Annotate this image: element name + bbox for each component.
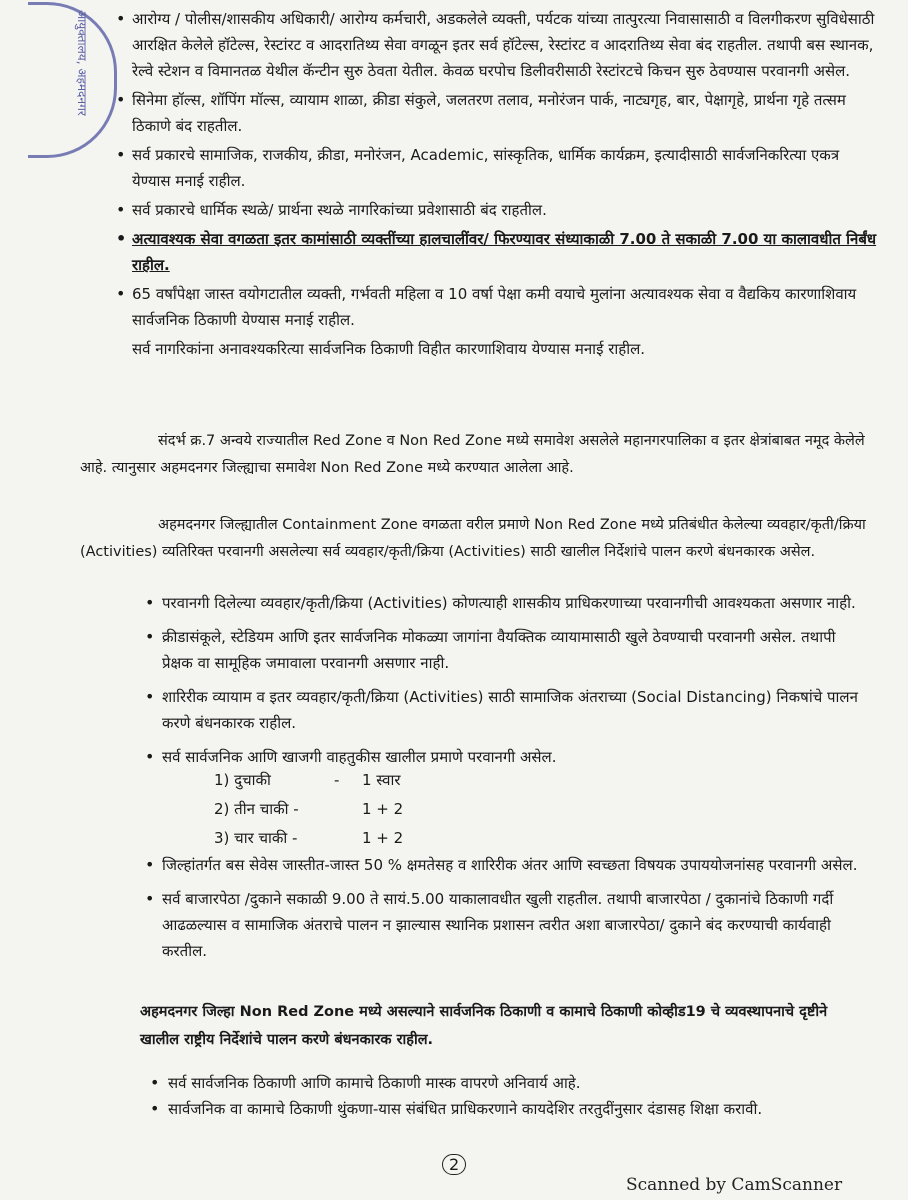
list-item: • शारिरीक व्यायाम व इतर व्यवहार/कृती/क्रिया (Activities) साठी सामाजिक अंतराच्या (Social Distancing) निकषांचे पालन करणे बंधनकारक राहील. [0,684,908,736]
vehicle-name: 3) चार चाकी - [214,829,298,847]
vehicle-capacity: 1 + 2 [362,800,404,818]
list-item: • 65 वर्षांपेक्षा जास्त वयोगटातील व्यक्ती, गर्भवती महिला व 10 वर्षा पेक्षा कमी वयाचे मुलांना अत्यावश्यक सेवा व वैद्यकिय कारणाशिवाय सार्वजनिक ठिकाणी येण्यास मनाई राहील. [0,281,908,333]
vehicle-dash [334,795,362,824]
list-item: • सार्वजनिक वा कामाचे ठिकाणी थुंकणा-यास संबंधित प्राधिकरणाने कायदेशिर तरतुदींनुसार दंडासह शिक्षा करावी. [0,1096,908,1122]
vehicle-row [214,795,403,824]
national-guidelines-list [0,1070,908,1122]
vehicle-row [214,824,403,853]
list-item: • परवानगी दिलेल्या व्यवहार/कृती/क्रिया (Activities) कोणत्याही शासकीय प्राधिकरणाच्या परवानगीची आवश्यकता असणार नाही. [0,590,908,616]
vehicle-row [214,766,403,795]
page-number: 2 [442,1154,466,1175]
paragraph-containment: अहमदनगर जिल्ह्यातील Containment Zone वगळता वरील प्रमाणे Non Red Zone मध्ये प्रतिबंधीत केलेल्या व्यवहार/कृती/क्रिया (Activities) व्यतिरिक्त परवानगी असलेल्या सर्व व्यवहार/कृती/क्रिया (Activities) साठी खालील निर्देशांचे पालन करणे बंधनकारक असेल. [80,517,866,560]
permissions-list [0,590,908,770]
vehicle-dash [334,824,362,853]
list-item: • क्रीडासंकूले, स्टेडियम आणि इतर सार्वजनिक मोकळ्या जागांना वैयक्तिक व्यायामासाठी खुले ठेवण्याची परवानगी असेल. तथापी प्रेक्षक वा सामूहिक जमावाला परवानगी असणार नाही. [0,624,908,676]
list-item-no-bullet: सर्व नागरिकांना अनावश्यकरित्या सार्वजनिक ठिकाणी विहीत कारणाशिवाय येण्यास मनाई राहील. [132,340,646,358]
list-item: • आरोग्य / पोलीस/शासकीय अधिकारी/ आरोग्य कर्मचारी, अडकलेले व्यक्ती, पर्यटक यांच्या तात्पुरत्या निवासासाठी व विलगीकरण सुविधेसाठी आरक्षित केलेले हॉटेल्स, रेस्टांरट व आदरातिथ्य सेवा वगळून इतर सर्व हॉटेल्स, रेस्टांरट व आदरातिथ्य सेवा बंद राहतील. तथापी बस स्थानक, रेल्वे स्टेशन व विमानतळ येथील कॅन्टीन सुरु ठेवता येतील. केवळ घरपोच डिलीवरीसाठी रेस्टांरटचे किचन सुरु ठेवण्यास परवानगी असेल. [0,6,908,84]
scanner-watermark: Scanned by CamScanner [626,1175,843,1195]
vehicle-dash: - [334,771,340,789]
vehicle-permission-table [214,766,403,853]
list-item: • जिल्हांतर्गत बस सेवेस जास्तीत-जास्त 50 % क्षमतेसह व शारिरीक अंतर आणि स्वच्छता विषयक उपाययोजनांसह परवानगी असेल. [0,852,908,878]
vehicle-capacity: 1 स्वार [362,771,401,789]
vehicle-capacity: 1 + 2 [362,829,404,847]
paragraph-red-zone: संदर्भ क्र.7 अन्वये राज्यातील Red Zone व Non Red Zone मध्ये समावेश असलेले महानगरपालिका व इतर क्षेत्रांबाबत नमूद केलेले आहे. त्यानुसार अहमदनगर जिल्ह्याचा समावेश Non Red Zone मध्ये करण्यात आलेला आहे. [80,433,865,476]
restrictions-list [0,6,908,365]
paragraph-covid-guidelines: अहमदनगर जिल्हा Non Red Zone मध्ये असल्याने सार्वजनिक ठिकाणी व कामाचे ठिकाणी कोव्हीड19 चे व्यवस्थापनाचे दृष्टीने खालील राष्ट्रीय निर्देशांचे पालन करणे बंधनकारक राहील. [140,1004,828,1048]
list-item: • सर्व सार्वजनिक आणि खाजगी वाहतुकीस खालील प्रमाणे परवानगी असेल. [0,744,908,770]
vehicle-name: 1) दुचाकी [214,771,271,789]
stamp-text: आयुक्तालय, अहमदनगर [75,10,89,116]
list-item: • सर्व बाजारपेठा /दुकाने सकाळी 9.00 ते सायं.5.00 याकालावधीत खुली राहतील. तथापी बाजारपेठा / दुकानांचे ठिकाणी गर्दी आढळल्यास व सामाजिक अंतराचे पालन न झाल्यास स्थानिक प्रशासन त्वरीत अशा बाजारपेठा/ दुकाने बंद करण्याची कार्यवाही करतील. [0,886,908,964]
vehicle-name: 2) तीन चाकी - [214,800,299,818]
list-item: • सिनेमा हॉल्स, शॉपिंग मॉल्स, व्यायाम शाळा, क्रीडा संकुले, जलतरण तलाव, मनोरंजन पार्क, नाट्यगृह, बार, पेक्षागृहे, प्रार्थना गृहे तत्सम ठिकाणे बंद राहतील. [0,87,908,139]
bus-market-list [0,852,908,964]
list-item: • सर्व प्रकारचे धार्मिक स्थळे/ प्रार्थना स्थळे नागरिकांच्या प्रवेशासाठी बंद राहतील. [0,197,908,223]
list-item: • सर्व प्रकारचे सामाजिक, राजकीय, क्रीडा, मनोरंजन, Academic, सांस्कृतिक, धार्मिक कार्यक्रम, इत्यादीसाठी सार्वजनिकरित्या एकत्र येण्यास मनाई राहील. [0,142,908,194]
list-item-emphasized: • अत्यावश्यक सेवा वगळता इतर कामांसाठी व्यक्तींच्या हालचालींवर/ फिरण्यावर संध्याकाळी 7.00 ते सकाळी 7.00 या कालावधीत निर्बंध राहील. [0,226,908,278]
list-item: • सर्व सार्वजनिक ठिकाणी आणि कामाचे ठिकाणी मास्क वापरणे अनिवार्य आहे. [0,1070,908,1096]
